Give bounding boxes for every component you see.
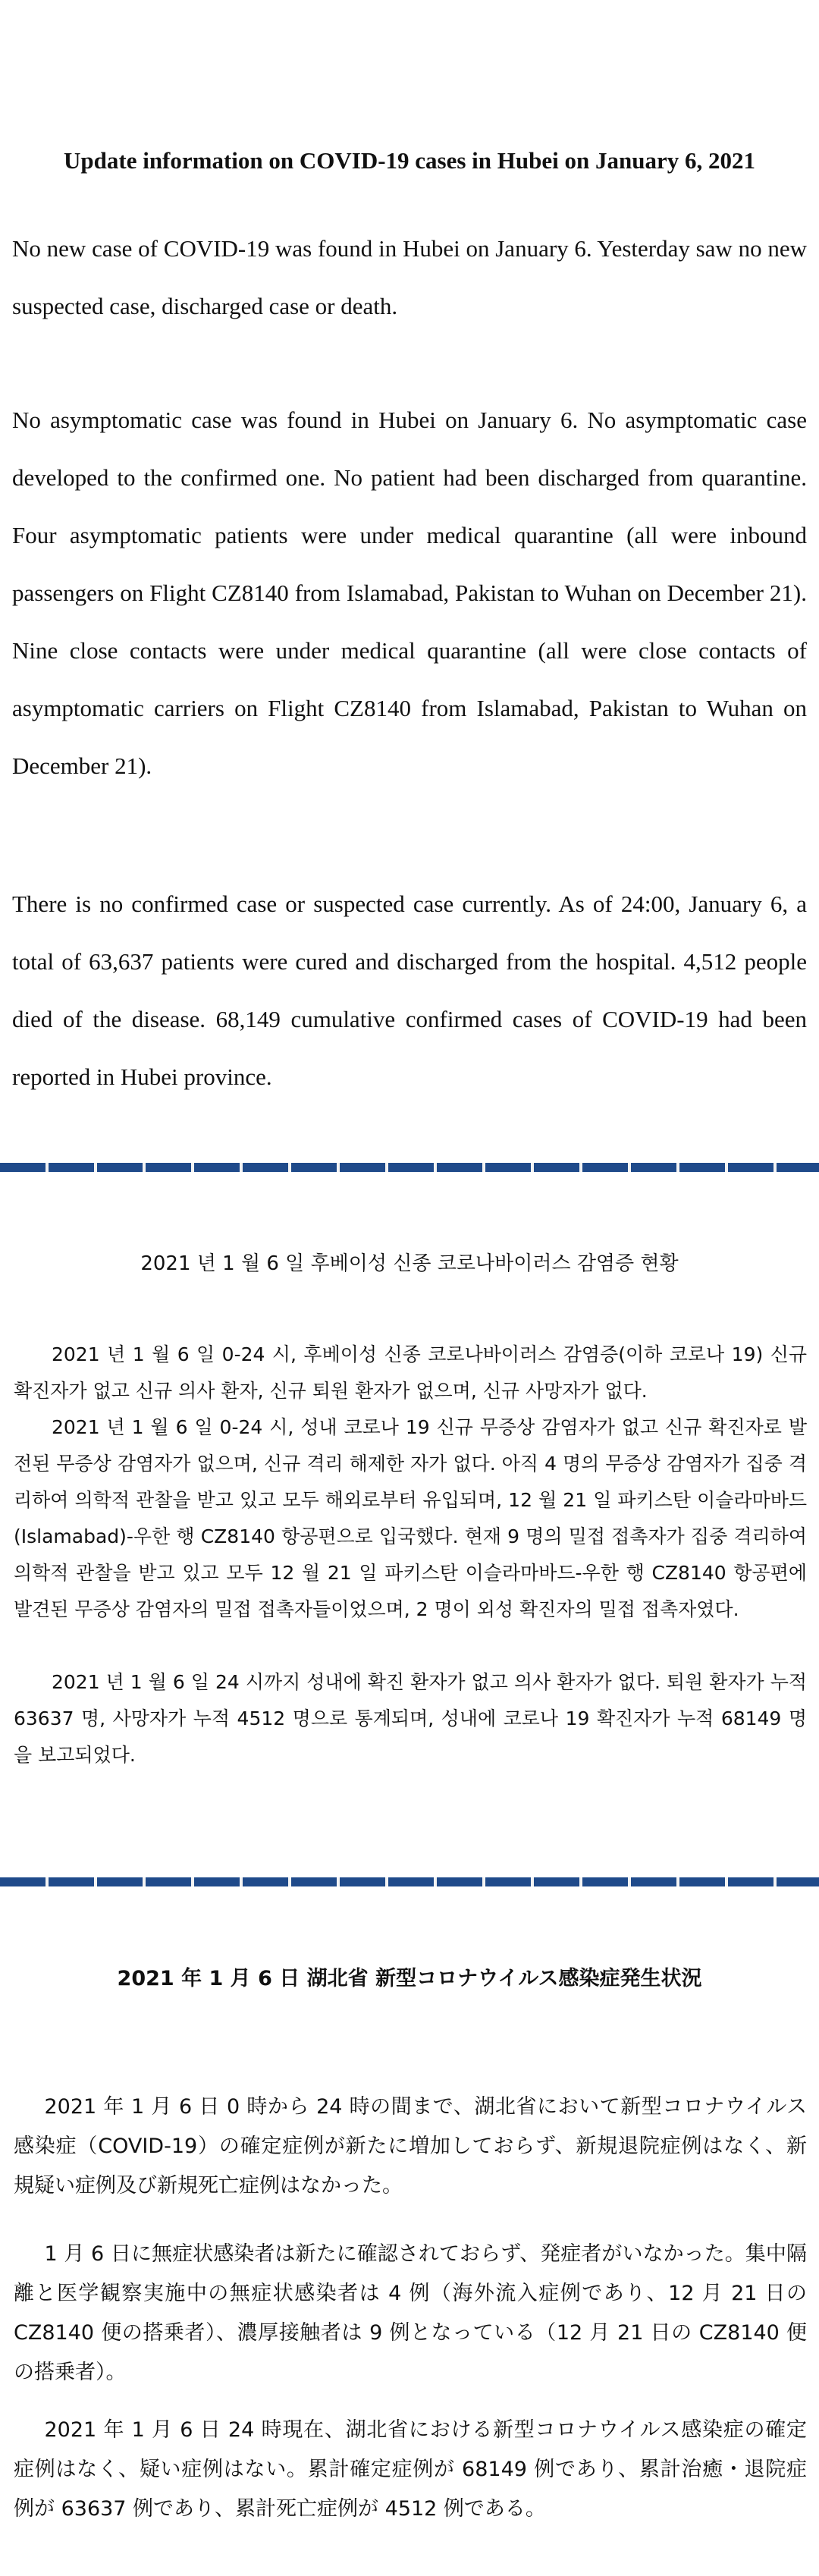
japanese-title: 2021 年 1 月 6 日 湖北省 新型コロナウイルス感染症発生状況 [117,1967,702,1990]
section-divider [0,1163,819,1172]
japanese-paragraph-1: 2021 年 1 月 6 日 0 時から 24 時の間まで、湖北省において新型コロナウイルス感染症（COVID-19）の確定症例が新たに増加しておらず、新規退院症例はなく、新規疑い症例及び新規死亡症例はなかった。 [14,2095,807,2197]
korean-paragraph-1: 2021 년 1 월 6 일 0-24 시, 후베이성 신종 코로나바이러스 감염증(이하 코로나 19) 신규 확진자가 없고 신규 의사 환자, 신규 퇴원 환자가 없으며, 신규 사망자가 없다. [14,1343,807,1402]
korean-title: 2021 년 1 월 6 일 후베이성 신종 코로나바이러스 감염증 현황 [140,1252,679,1275]
section-divider [0,1877,819,1886]
english-paragraph-2: No asymptomatic case was found in Hubei on January 6. No asymptomatic case developed to the confirmed one. No patient had been discharged from quarantine. Four asymptomatic patients were under medical quarantine (all were inbound passengers on Flight CZ8140 from Islamabad, Pakistan to Wuhan on December 21). Nine close contacts were under medical quarantine (all were close contacts of asymptomatic carriers on Flight CZ8140 from Islamabad, Pakistan to Wuhan on December 21). [12,407,807,779]
japanese-paragraph-3: 2021 年 1 月 6 日 24 時現在、湖北省における新型コロナウイルス感染症の確定症例はなく、疑い症例はない。累計確定症例が 68149 例であり、累計治癒・退院症例が 63637 例であり、累計死亡症例が 4512 例である。 [14,2418,807,2521]
korean-paragraph-2: 2021 년 1 월 6 일 0-24 시, 성내 코로나 19 신규 무증상 감염자가 없고 신규 확진자로 발전된 무증상 감염자가 없으며, 신규 격리 해제한 자가 없다. 아직 4 명의 무증상 감염자가 집중 격리하여 의학적 관찰을 받고 있고 모두 해외로부터 유입되며, 12 월 21 일 파키스탄 이슬라마바드(Islamabad)-우한 행 CZ8140 항공편으로 입국했다. 현재 9 명의 밀접 접촉자가 집중 격리하여 의학적 관찰을 받고 있고 모두 12 월 21 일 파키스탄 이슬라마바드-우한 행 CZ8140 항공편에 발견된 무증상 감염자의 밀접 접촉자들이었으며, 2 명이 외성 확진자의 밀접 접촉자였다. [14,1416,807,1620]
english-paragraph-1: No new case of COVID-19 was found in Hubei on January 6. Yesterday saw no new suspected case, discharged case or death. [12,235,807,319]
english-title: Update information on COVID-19 cases in Hubei on January 6, 2021 [64,147,755,174]
japanese-paragraph-2: 1 月 6 日に無症状感染者は新たに確認されておらず、発症者がいなかった。集中隔離と医学観察実施中の無症状感染者は 4 例（海外流入症例であり、12 月 21 日の CZ8140 便の搭乗者）、濃厚接触者は 9 例となっている（12 月 21 日の CZ8140 便の搭乗者）。 [14,2242,807,2384]
english-paragraph-3: There is no confirmed case or suspected case currently. As of 24:00, January 6, a total of 63,637 patients were cured and discharged from the hospital. 4,512 people died of the disease. 68,149 cumulative confirmed cases of COVID-19 had been reported in Hubei province. [12,891,807,1090]
korean-paragraph-3: 2021 년 1 월 6 일 24 시까지 성내에 확진 환자가 없고 의사 환자가 없다. 퇴원 환자가 누적 63637 명, 사망자가 누적 4512 명으로 통계되며, 성내에 코로나 19 확진자가 누적 68149 명을 보고되었다. [14,1671,807,1766]
